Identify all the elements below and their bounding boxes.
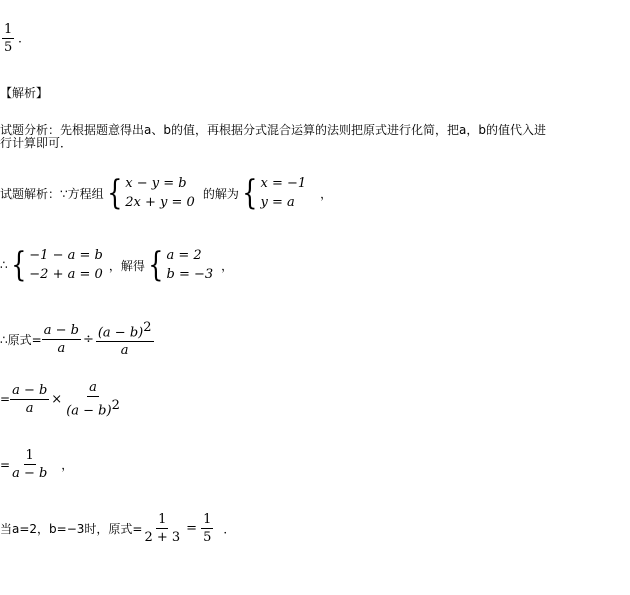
numerator: 1: [203, 512, 212, 527]
fraction: [10, 448, 49, 481]
equation-system-2: [8, 246, 103, 284]
numerator: a: [89, 380, 97, 395]
system-row: x − y = b: [125, 176, 187, 191]
numerator-base: (a − b): [97, 325, 144, 341]
denominator-base: (a − b): [66, 403, 112, 419]
step5-tail: ，: [61, 458, 74, 472]
solution-step-3: [0, 320, 154, 358]
step1-tail: ，: [320, 186, 333, 201]
solution-step-6: [0, 512, 235, 545]
step1-prefix: 试题解析：∵方程组: [0, 186, 104, 201]
step6-tail: ．: [223, 522, 236, 536]
solution-step-5: [0, 448, 73, 481]
step5-prefix: =: [0, 457, 11, 472]
exponent: 2: [111, 398, 120, 413]
multiply-operator: ×: [51, 391, 63, 407]
step2-prefix: ∴: [0, 258, 8, 272]
answer-period: ．: [18, 31, 31, 45]
equation-system-1: [104, 174, 195, 212]
denominator: a: [120, 343, 129, 359]
analysis-line-2: 行计算即可．: [0, 136, 73, 150]
system-row: 2x + y = 0: [125, 195, 195, 210]
fraction: [142, 512, 182, 545]
top-answer: [2, 22, 30, 55]
equals-sign: =: [186, 521, 198, 536]
left-brace: {: [106, 173, 123, 213]
numerator: 1: [25, 448, 34, 463]
denominator: a − b: [12, 466, 48, 481]
answer-fraction: [2, 22, 14, 55]
numerator: 1: [158, 512, 167, 527]
left-brace: {: [242, 173, 258, 213]
fraction: [201, 512, 213, 545]
denominator: a: [57, 340, 66, 356]
step6-prefix: 当a=2，b=−3时，原式=: [0, 522, 143, 536]
step3-prefix: ∴原式=: [0, 332, 42, 347]
answer-numerator: 1: [4, 22, 13, 37]
system-row: a = 2: [166, 248, 202, 263]
solution-system-2: [145, 246, 213, 284]
step1-middle: 的解为: [202, 186, 239, 201]
numerator: [96, 320, 154, 342]
divide-operator: ÷: [82, 331, 94, 347]
left-brace: {: [148, 245, 164, 285]
solution-step-2: [0, 246, 233, 284]
section-title: 【解析】: [0, 86, 49, 100]
numerator: a − b: [12, 382, 48, 398]
fraction: [42, 323, 81, 356]
system-row: x = −1: [260, 176, 307, 191]
left-brace: {: [10, 245, 27, 285]
system-row: b = −3: [166, 267, 214, 282]
solution-step-1: [0, 174, 332, 212]
denominator: 2 + 3: [144, 530, 181, 545]
denominator: [64, 397, 122, 418]
analysis-line-1: 试题分析：先根据题意得出a、b的值，再根据分式混合运算的法则把原式进行化简，把a，b的值代入进: [0, 123, 546, 137]
denominator: a: [25, 400, 34, 416]
denominator: 5: [203, 530, 212, 545]
numerator: a − b: [43, 322, 79, 338]
fraction: [96, 320, 154, 358]
fraction: [10, 383, 49, 416]
solution-step-4: [0, 380, 122, 418]
solution-system-1: [239, 174, 306, 212]
answer-denominator: 5: [4, 40, 13, 55]
exponent: 2: [143, 320, 152, 335]
fraction: [64, 380, 122, 418]
step2-middle: ，解得: [108, 258, 145, 273]
step2-tail: ，: [221, 258, 234, 273]
system-row: y = a: [260, 195, 295, 210]
step4-prefix: =: [0, 392, 11, 407]
system-row: −2 + a = 0: [29, 267, 103, 282]
system-row: −1 − a = b: [29, 248, 103, 263]
